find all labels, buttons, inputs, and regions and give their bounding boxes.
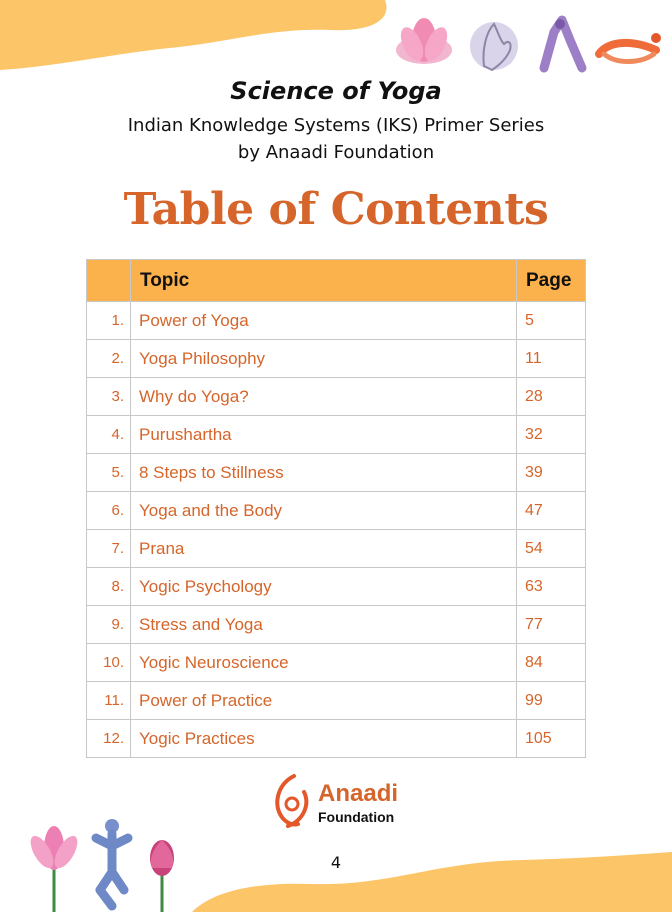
row-topic-link[interactable]: Power of Yoga — [131, 302, 517, 340]
lotus-flower-icon — [26, 826, 82, 912]
row-number: 8. — [87, 568, 131, 606]
row-topic-link[interactable]: Yogic Practices — [131, 720, 517, 758]
meditating-figure-icon — [96, 819, 128, 906]
row-topic-link[interactable]: Prana — [131, 530, 517, 568]
row-number: 11. — [87, 682, 131, 720]
table-row[interactable] — [87, 606, 586, 644]
row-page: 77 — [517, 606, 586, 644]
row-page: 54 — [517, 530, 586, 568]
logo-name: Anaadi — [318, 780, 399, 807]
table-row[interactable] — [87, 340, 586, 378]
table-row[interactable] — [87, 644, 586, 682]
toc-header-row — [87, 260, 586, 302]
series-subtitle: Indian Knowledge Systems (IKS) Primer Series — [127, 115, 545, 136]
bow-pose-icon — [599, 33, 661, 62]
row-topic-link[interactable]: Yoga Philosophy — [131, 340, 517, 378]
row-page: 39 — [517, 454, 586, 492]
row-page: 11 — [517, 340, 586, 378]
row-page: 105 — [517, 720, 586, 758]
lotus-bud-icon — [150, 840, 174, 912]
table-row[interactable] — [87, 720, 586, 758]
lotus-icon — [396, 18, 452, 64]
row-number: 7. — [87, 530, 131, 568]
row-topic-link[interactable]: Power of Practice — [131, 682, 517, 720]
author-subtitle: by Anaadi Foundation — [237, 142, 435, 163]
row-number: 5. — [87, 454, 131, 492]
table-row[interactable] — [87, 568, 586, 606]
row-topic-link[interactable]: Purushartha — [131, 416, 517, 454]
mudra-hand-icon — [470, 22, 518, 70]
row-page: 63 — [517, 568, 586, 606]
row-page: 47 — [517, 492, 586, 530]
page-number: 4 — [330, 853, 342, 872]
table-row[interactable] — [87, 454, 586, 492]
row-topic-link[interactable]: Yogic Psychology — [131, 568, 517, 606]
row-number: 9. — [87, 606, 131, 644]
row-number: 6. — [87, 492, 131, 530]
yoga-illustrations-bottom — [20, 812, 190, 912]
table-row[interactable] — [87, 302, 586, 340]
row-page: 32 — [517, 416, 586, 454]
row-page: 84 — [517, 644, 586, 682]
row-number: 12. — [87, 720, 131, 758]
table-row[interactable] — [87, 682, 586, 720]
row-number: 1. — [87, 302, 131, 340]
toc-table — [86, 259, 586, 758]
row-topic-link[interactable]: Why do Yoga? — [131, 378, 517, 416]
yoga-pose-icon — [544, 19, 582, 68]
logo-subtitle: Foundation — [318, 809, 395, 825]
row-topic-link[interactable]: Stress and Yoga — [131, 606, 517, 644]
row-number: 4. — [87, 416, 131, 454]
row-topic-link[interactable]: Yoga and the Body — [131, 492, 517, 530]
number-column-header — [87, 260, 131, 302]
anaadi-logo-icon — [270, 772, 314, 830]
row-page: 99 — [517, 682, 586, 720]
topic-column-header: Topic — [131, 260, 517, 302]
table-row[interactable] — [87, 492, 586, 530]
table-row[interactable] — [87, 530, 586, 568]
book-title: Science of Yoga — [230, 77, 442, 105]
row-number: 10. — [87, 644, 131, 682]
row-number: 3. — [87, 378, 131, 416]
table-row[interactable] — [87, 416, 586, 454]
toc-heading: Table of Contents — [123, 184, 549, 235]
row-topic-link[interactable]: 8 Steps to Stillness — [131, 454, 517, 492]
row-page: 5 — [517, 302, 586, 340]
top-wave-decoration — [0, 0, 400, 70]
row-number: 2. — [87, 340, 131, 378]
table-row[interactable] — [87, 378, 586, 416]
page-column-header: Page — [517, 260, 586, 302]
row-topic-link[interactable]: Yogic Neuroscience — [131, 644, 517, 682]
row-page: 28 — [517, 378, 586, 416]
yoga-illustrations-top — [394, 10, 664, 76]
anaadi-logo — [270, 772, 420, 830]
